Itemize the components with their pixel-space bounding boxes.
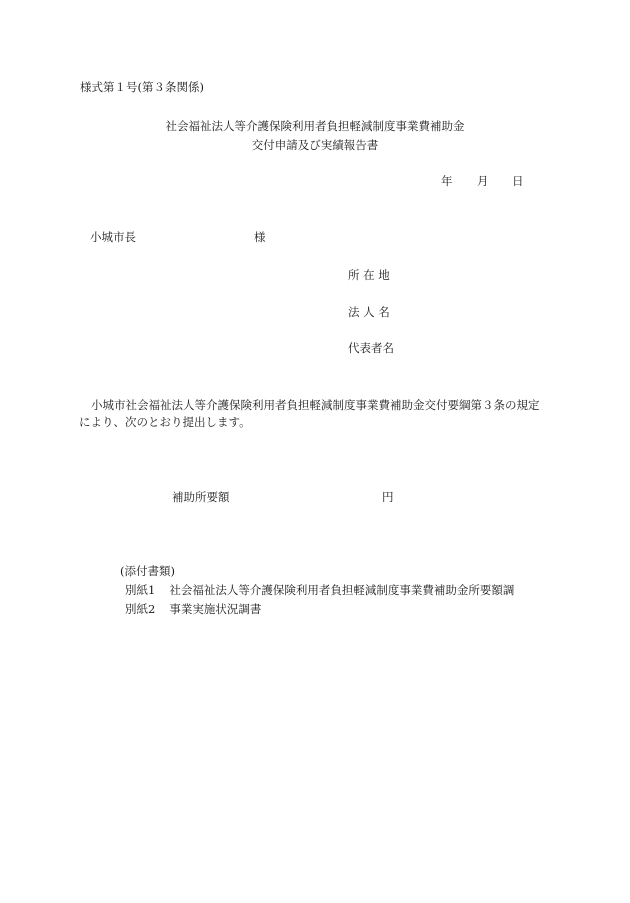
attachment-id: 別紙2 — [125, 602, 156, 616]
document-title-line2: 交付申請及び実績報告書 — [251, 138, 379, 152]
date-year-label: 年 — [441, 174, 453, 188]
attachment-item — [125, 585, 514, 597]
attachment-text: 事業実施状況調書 — [169, 602, 262, 616]
body-text-line1: 小城市社会福祉法人等介護保険利用者負担軽減制度事業費補助金交付要綱第３条の規定 — [91, 398, 540, 412]
attachments-heading: (添付書類) — [120, 564, 175, 578]
amount-unit: 円 — [382, 490, 394, 504]
form-number: 様式第１号(第３条関係) — [80, 80, 204, 94]
field-corporation-name-label: 法 人 名 — [348, 305, 390, 319]
attachment-item — [125, 604, 261, 616]
date-day-label: 日 — [512, 174, 524, 188]
attachment-text: 社会福祉法人等介護保険利用者負担軽減制度事業費補助金所要額調 — [169, 583, 515, 597]
field-representative-label: 代表者名 — [348, 341, 394, 355]
body-text-line2: により、次のとおり提出します。 — [79, 415, 251, 429]
document-title-line1: 社会福祉法人等介護保険利用者負担軽減制度事業費補助金 — [165, 119, 465, 133]
addressee-name: 小城市長 — [90, 230, 136, 244]
amount-label: 補助所要額 — [172, 490, 230, 504]
field-address-label: 所 在 地 — [348, 268, 390, 282]
addressee-honorific: 様 — [254, 230, 266, 244]
attachment-id: 別紙1 — [125, 583, 156, 597]
date-month-label: 月 — [477, 174, 489, 188]
